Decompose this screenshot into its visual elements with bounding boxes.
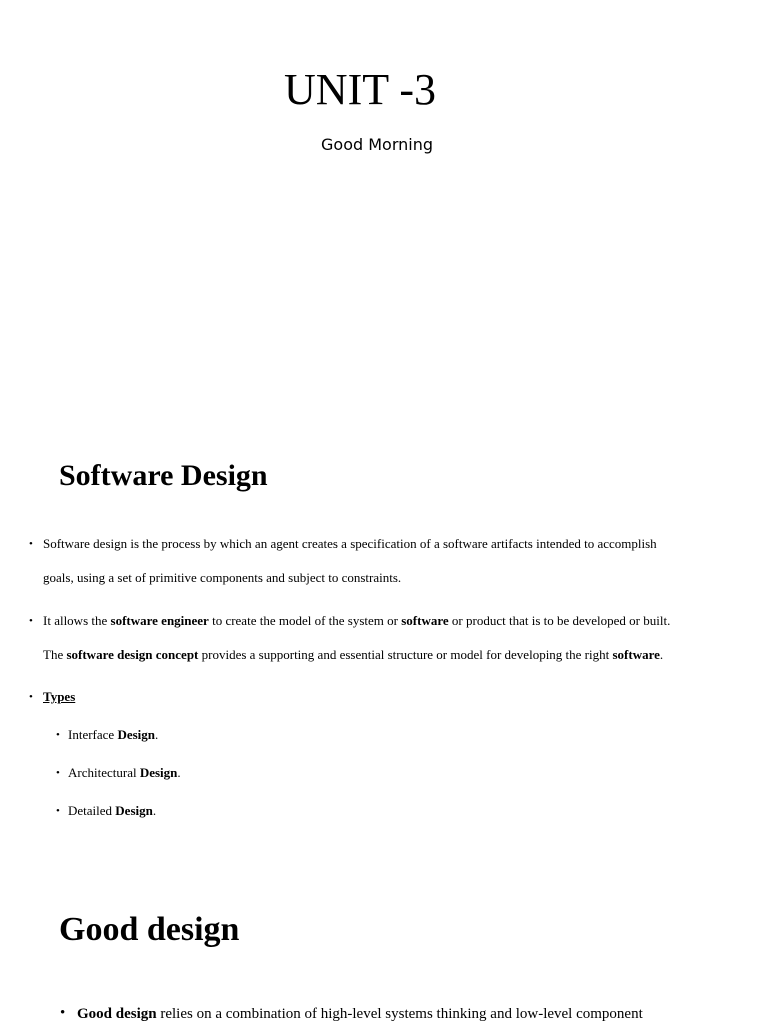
bullet-icon: • bbox=[56, 729, 60, 741]
paragraph-line: goals, using a set of primitive components and subject to constraints. bbox=[43, 570, 402, 585]
slide-subtitle: Good Morning bbox=[321, 135, 433, 154]
section-heading-software-design: Software Design bbox=[59, 459, 268, 492]
bullet-icon: • bbox=[29, 615, 33, 627]
paragraph-line: It allows the software engineer to create the model of the system or software or product that is to be developed or built. bbox=[43, 613, 671, 628]
slide-title: UNIT -3 bbox=[284, 65, 436, 114]
bullet-icon: • bbox=[56, 805, 60, 817]
paragraph-line: Good design relies on a combination of high-level systems thinking and low-level component bbox=[77, 1006, 643, 1022]
section-heading-good-design: Good design bbox=[59, 911, 240, 948]
paragraph-line: The software design concept provides a supporting and essential structure or model for developing the right software. bbox=[43, 647, 664, 662]
bullet-icon: • bbox=[60, 1005, 66, 1021]
paragraph-line: Software design is the process by which an agent creates a specification of a software artifacts intended to accomplish bbox=[43, 536, 657, 551]
list-item: Architectural Design. bbox=[68, 765, 181, 780]
bullet-icon: • bbox=[56, 767, 60, 779]
bullet-icon: • bbox=[29, 691, 33, 703]
list-item: Interface Design. bbox=[68, 727, 159, 742]
types-label: Types bbox=[43, 689, 76, 704]
bullet-icon: • bbox=[29, 538, 33, 550]
list-item: Detailed Design. bbox=[68, 803, 157, 818]
